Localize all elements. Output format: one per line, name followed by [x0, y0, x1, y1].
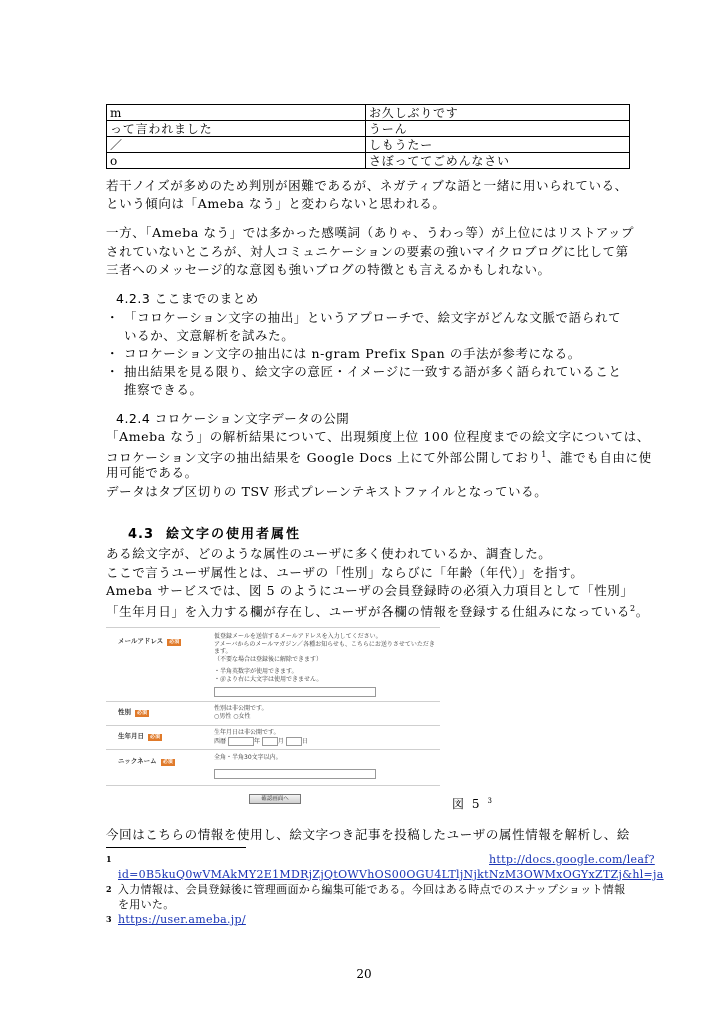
- registration-form-figure: [106, 627, 440, 802]
- bullet-marker: ・: [106, 310, 120, 325]
- paragraph-text: 。: [635, 604, 649, 620]
- gender-field: [214, 705, 268, 720]
- footnote-link[interactable]: https://user.ameba.jp/: [118, 913, 246, 926]
- bullet-marker: ・: [106, 364, 120, 379]
- form-divider: [106, 785, 440, 786]
- required-badge: 必須: [150, 734, 161, 740]
- table-row: [107, 121, 630, 137]
- birthdate-field: [214, 729, 308, 746]
- paragraph-line: という傾向は「Ameba なう」と変わらないと思われる。: [106, 196, 446, 211]
- day-input[interactable]: [286, 737, 302, 746]
- page-number: 20: [356, 967, 372, 981]
- radio-label: 男性: [219, 712, 232, 720]
- section-heading: 4.2.3 ここまでのまとめ: [116, 291, 259, 306]
- nickname-input[interactable]: [214, 769, 376, 779]
- nickname-label: ニックネーム 必須: [118, 757, 173, 765]
- paragraph-line: 三者へのメッセージ的な意図も強いブログの特徴とも言えるかもしれない。: [106, 262, 551, 277]
- paragraph-line: [106, 447, 652, 466]
- bullet-marker: ・: [106, 346, 120, 361]
- section-number: 4.3: [128, 527, 155, 542]
- table-row: [107, 153, 630, 169]
- footnote-link[interactable]: http://docs.google.com/leaf?: [489, 853, 655, 866]
- paragraph-line: 今回はこちらの情報を使用し、絵文字つき記事を投稿したユーザの属性情報を解析し、絵: [106, 827, 631, 842]
- required-badge: 必須: [162, 759, 173, 765]
- section-heading: 4.2.4 コロケーション文字データの公開: [116, 411, 350, 426]
- form-note: 西暦: [214, 737, 227, 745]
- bullet-text: 抽出結果を見る限り、絵文字の意匠・イメージに一致する語が多く語られていること: [124, 364, 622, 379]
- gender-label: 性別 必須: [118, 708, 148, 716]
- form-note: 日: [301, 737, 308, 745]
- form-divider: [106, 627, 440, 628]
- table-row: [107, 105, 630, 121]
- radio-icon[interactable]: ○: [214, 712, 220, 720]
- radio-label: 女性: [238, 712, 251, 720]
- paragraph-line: 若干ノイズが多めのため判別が困難であるが、ネガティブな語と一緒に用いられている、: [106, 178, 628, 193]
- footnote-link[interactable]: id=0B5kuQ0wVMAkMY2E1MDRjZjQtOWVhOS00OGU4LTljNjktNzM3OWMxOGYxZTZj&hl=ja: [118, 868, 664, 881]
- confirm-button[interactable]: 確認画面へ: [249, 794, 301, 804]
- required-badge: 必須: [169, 639, 180, 645]
- paragraph-line: ある絵文字が、どのような属性のユーザに多く使われているか、調査した。: [106, 546, 552, 561]
- footnote-separator: [106, 847, 246, 848]
- paragraph-line: Ameba サービスでは、図 5 のようにユーザの会員登録時の必須入力項目として「性別」: [106, 583, 634, 598]
- year-input[interactable]: [228, 737, 254, 746]
- form-note: 年: [253, 737, 260, 745]
- table-cell: お久しぶりです: [366, 105, 630, 121]
- nickname-note: 全角・半角30文字以内。: [214, 754, 282, 761]
- paragraph-line: 一方、「Ameba なう」では多かった感嘆詞（ありゃ、うわっ等）が上位にはリストアップ: [106, 225, 635, 240]
- paragraph-line: ここで言うユーザ属性とは、ユーザの「性別」ならびに「年齢（年代）」を指す。: [106, 565, 584, 580]
- form-note: ・＠より右に大文字は使用できません。: [214, 675, 323, 683]
- form-divider: [106, 725, 440, 726]
- email-notes: [214, 633, 440, 683]
- table-cell: しもうたー: [366, 137, 630, 153]
- table-cell: うーん: [366, 121, 630, 137]
- required-badge: 必須: [137, 710, 148, 716]
- bullet-text: 「コロケーション文字の抽出」というアプローチで、絵文字がどんな文脈で語られて: [124, 310, 622, 325]
- paragraph-line: 「Ameba なう」の解析結果について、出現頻度上位 100 位程度までの絵文字については、: [106, 429, 650, 444]
- bullet-text: いるか、文意解析を試みた。: [124, 328, 295, 343]
- paragraph-text: 、誰でも自由に使: [546, 450, 652, 466]
- month-input[interactable]: [262, 737, 278, 746]
- form-divider: [106, 749, 440, 750]
- section-title: 絵文字の使用者属性: [166, 527, 302, 542]
- form-note: 生年月日は非公開です。: [214, 729, 280, 736]
- form-note: 仮登録メールを送信するメールアドレスを入力してください。: [214, 633, 382, 640]
- table-cell: ／: [107, 137, 366, 153]
- form-note: （不要な場合は登録後に解除できます）: [214, 655, 323, 663]
- paragraph-line: 用可能である。: [106, 465, 198, 480]
- footnote-ref: 3: [487, 797, 494, 805]
- bullet-text: コロケーション文字の抽出には n-gram Prefix Span の手法が参考になる。: [124, 346, 581, 361]
- footnote-ref: 1: [541, 450, 547, 459]
- paragraph-line: データはタブ区切りの TSV 形式プレーンテキストファイルとなっている。: [106, 484, 548, 499]
- footnote-text: 入力情報は、会員登録後に管理画面から編集可能である。今回はある時点でのスナップショット情報: [118, 883, 626, 896]
- birthdate-label: 生年月日 必須: [118, 732, 161, 740]
- paragraph-text: 「生年月日」を入力する欄が存在し、ユーザが各欄の情報を登録する仕組みになっている: [106, 604, 631, 620]
- footnote-number: 3: [106, 914, 112, 924]
- table-cell: o: [107, 153, 366, 169]
- table-cell: さぼっててごめんなさい: [366, 153, 630, 169]
- footnote-number: 2: [106, 884, 112, 894]
- form-note: アメーバからのメールマガジン／各種お知らせも、こちらにお送りさせていただきます。: [214, 640, 435, 655]
- collocation-table: [106, 104, 630, 169]
- bullet-text: 推察できる。: [124, 382, 203, 397]
- form-divider: [106, 701, 440, 702]
- table-cell: って言われました: [107, 121, 366, 137]
- paragraph-line: されていないところが、対人コミュニケーションの要素の強いマイクロブログに比して第: [106, 244, 629, 259]
- form-note: 性別は非公開です。: [214, 705, 268, 712]
- table-row: [107, 137, 630, 153]
- table-cell: m: [107, 105, 366, 121]
- figure-caption: 図 5 $^3$: [452, 797, 494, 811]
- form-note: 月: [277, 737, 284, 745]
- footnote-text: を用いた。: [118, 898, 175, 911]
- footnote-ref: 2: [630, 604, 636, 613]
- paragraph-text: コロケーション文字の抽出結果を Google Docs 上にて外部公開しており: [106, 450, 542, 466]
- footnote-number: 1: [106, 854, 112, 864]
- paragraph-line: [106, 601, 649, 620]
- radio-icon[interactable]: ○: [233, 712, 239, 720]
- email-label: メールアドレス 必須: [118, 637, 180, 645]
- email-input[interactable]: [214, 687, 376, 697]
- form-note: ・半角英数字が使用できます。: [214, 668, 298, 675]
